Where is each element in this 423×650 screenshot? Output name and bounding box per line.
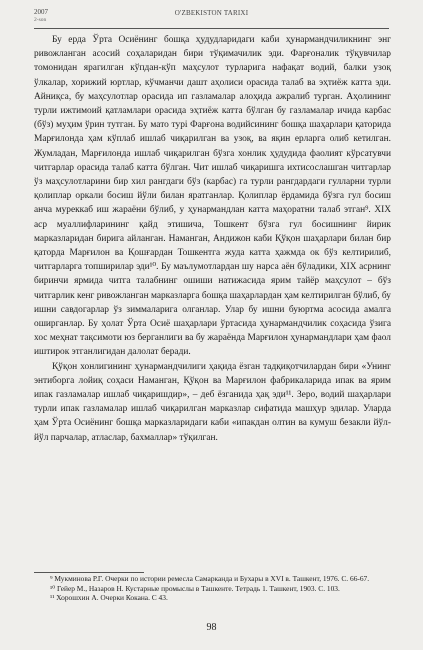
paragraph-2: Қўқон хонлигининг ҳунармандчилиги ҳақида ёзган тадқиқотчилардан бири «Унинг энтиборга лойиқ соҳаси Наманган, Қўқон ва Марғилон фабрикаларида ипак ва ярим ипак газламалар ишлаб чиқаришдир», – деб ёзганида ҳақ эди¹¹. Зеро, водий шаҳарлари турли ипак газламалар ишлаб чиқарилган марказлар сифатида машҳур эдилар. Улардa ҳам Ўрта Осиёнинг бошқа марказларидаги каби «ипакдан олтин ва кумуш безакли йўл-йўл парчалар, атласлар, бахмаллар» тўқилган.: [34, 361, 391, 443]
footnote-9: ⁹ Мукминова Р.Г. Очерки по истории ремесла Самарканда и Бухары в XVI в. Ташкент, 1976. С. 66-67.: [50, 574, 370, 583]
journal-title: O'ZBEKISTON TARIXI: [174, 9, 249, 17]
header-year: 2007: [34, 8, 48, 16]
footnote-11: ¹¹ Хорошхин А. Очерки Кокана. С 43.: [50, 593, 168, 603]
page-number: 98: [206, 622, 217, 633]
footnote-rule: [34, 572, 144, 573]
article-body: [34, 33, 391, 445]
footnotes: [34, 574, 391, 603]
running-header: [34, 6, 389, 28]
header-rule: [34, 28, 389, 29]
footnote-10: ¹⁰ Гейер М., Назаров Н. Кустарные промыслы в Ташкенте. Тетрадь 1. Ташкент, 1903. С. 103.: [50, 583, 340, 593]
header-issue: 2-son: [34, 17, 47, 23]
paragraph-1: Бу ерда Ўрта Осиёнинг бошқа ҳудудларидаги каби ҳунармандчиликнинг энг ривожланган асосий соҳаларидан бири тўқимачилик эди. Фарғоналик тўқувчилар томонидан ярагилган кўпдан-кўп маҳсулот турларига нафақат водий, балки узоқ ўлкалар, хорижий юртлар, кўчманчи дашт аҳолиси орасида талаб ва эҳтиёж катта эди. Айниқса, бу маҳсулотлар орасида ип газламалар алоҳида ажралиб турган. Аҳолининг турли ижтимоий қатламлари орасида эҳтиёж катта бўлган бу газламалар ичида карбас (бўз) муҳим ўрин тутган. Бу мато турі Фарғона водийсининг бошқа шаҳарлари қаторида Марғилонда ҳам кўплаб ишлаб чиқарилган ва узоқ, ва яқин ерларга олиб кетилган. Жумладан, Марғилонда ишлаб чиқарилган бўзга хонлик ҳудудида фаолият кўрсатувчи читгарлар орасида талаб катта бўлган. Чит ишлаб чиқаришга ихтисослашган читгарлар ўз маҳсулотларини бир хил рангдаги бўз (карбас) га турли рангдардаги гулларни турли қолиплар оркали босиш йўли билан яратганлар. Қолиплар ёрдамида бўзга гул босиш анча муреккаб иш жараёни бўлиб, у ҳунармандлан катта маҳоратни талаб этган⁹. XIX аср муаллифларининг қайд этишича, Тошкент бўзга гул босишнинг йирик марказларидан бирига айланган. Наманган, Андижон каби Қўқон шаҳарлари билан бир қаторда Марғилон ва Қошғардан Тошкентга жуда катта ҳажмда ок бўз келтирилиб, читгарларга топширилар эди¹⁰. Бу маълумотлардан шу нарса аён бўладики, XIX асрнинг биринчи ярмида читга талабнинг ошиши натижасида ярим тайёр маҳсулот – бўз читгарлик кенг ривожланган марказларга бошқа шаҳарлардан ҳам келтирилган бўлиб, бу ишни савдогарлар ўз зиммаларига олганлар. Улар бу ишни буюртма асосида амалга оширганлар. Бу ҳолат Ўрта Осиё шаҳарлари ўртасида ҳунармандчилик соҳасида ўзига хос меҳнат тақсимоти юз берганлиги ва бу жараёнда Марғилон ҳунармандлари ҳам фаол иштирок этганлигидан далолат беради.: [34, 35, 391, 358]
